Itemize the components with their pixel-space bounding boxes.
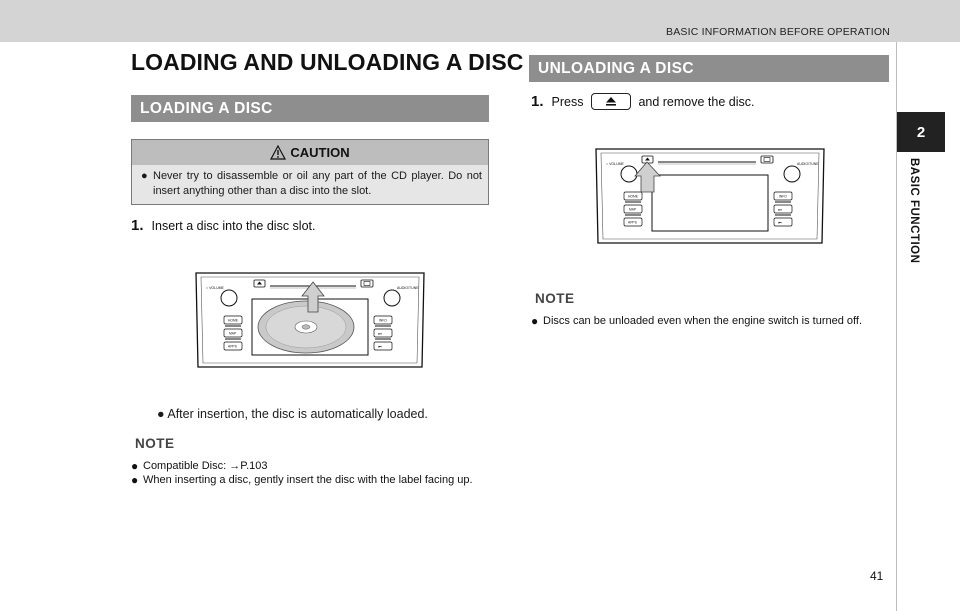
- svg-text:AUDIO/TUNE: AUDIO/TUNE: [797, 162, 819, 166]
- bullet-icon: ●: [157, 407, 165, 421]
- chapter-label: BASIC FUNCTION: [908, 158, 920, 264]
- step-number: 1.: [531, 93, 544, 110]
- bullet-icon: ●: [141, 170, 148, 182]
- caution-body: [132, 165, 488, 204]
- head-unit-illustration-loading: [192, 270, 428, 370]
- apps-label: APPS: [628, 220, 637, 225]
- caution-triangle-icon: [270, 145, 286, 160]
- bullet-icon: ●: [131, 459, 139, 473]
- apps-label: APPS: [228, 344, 237, 349]
- note-text: Discs can be unloaded even when the engine switch is turned off.: [543, 315, 862, 327]
- note-heading-unloading: NOTE: [535, 291, 575, 306]
- note-item: [531, 315, 889, 343]
- svg-text:○ VOLUME: ○ VOLUME: [606, 162, 624, 166]
- home-label: HOME: [228, 318, 238, 323]
- svg-text:⏮: ⏮: [778, 220, 782, 225]
- home-label: HOME: [628, 194, 638, 199]
- section-heading-unloading: UNLOADING A DISC: [529, 55, 889, 82]
- eject-icon: [592, 94, 630, 109]
- page-number: 41: [870, 569, 884, 583]
- chapter-title: BASIC INFORMATION BEFORE OPERATION: [665, 26, 890, 38]
- svg-text:⏭: ⏭: [378, 331, 382, 336]
- svg-text:○ VOLUME: ○ VOLUME: [206, 286, 224, 290]
- svg-text:⏮: ⏮: [378, 344, 382, 349]
- bullet-after-insertion: [157, 407, 428, 421]
- section-heading-loading: LOADING A DISC: [131, 95, 489, 122]
- map-label: MAP: [629, 207, 637, 212]
- note-heading-loading: NOTE: [135, 436, 175, 451]
- loading-step-1: [131, 217, 315, 234]
- caution-text: Never try to disassemble or oil any part of the CD player. Do not insert anything other than a disc into the slot.: [153, 170, 482, 197]
- step-pre-text: Press: [551, 95, 584, 109]
- info-label: INFO: [379, 318, 387, 323]
- bullet-text: After insertion, the disc is automatically loaded.: [167, 407, 428, 421]
- step-post-text: and remove the disc.: [638, 95, 755, 109]
- caution-title: CAUTION: [290, 145, 350, 160]
- bullet-icon: ●: [531, 314, 539, 328]
- step-text: Insert a disc into the disc slot.: [151, 219, 316, 233]
- caution-header: [132, 140, 488, 165]
- note-text: Compatible Disc: →P.103: [143, 460, 268, 472]
- eject-button[interactable]: [591, 93, 631, 110]
- step-number: 1.: [131, 217, 144, 234]
- map-label: MAP: [229, 331, 237, 336]
- caution-box: [131, 139, 489, 205]
- bullet-icon: ●: [131, 473, 139, 487]
- unloading-step-1: [531, 93, 754, 111]
- note-item: [131, 460, 489, 474]
- note-item: [131, 474, 489, 502]
- info-label: INFO: [779, 194, 787, 199]
- note-text: When inserting a disc, gently insert the disc with the label facing up.: [143, 474, 473, 486]
- head-unit-illustration-unloading: [592, 146, 828, 246]
- chapter-number-tab[interactable]: 2: [897, 112, 945, 152]
- page-title: LOADING AND UNLOADING A DISC: [131, 49, 524, 75]
- svg-text:AUDIO/TUNE: AUDIO/TUNE: [397, 286, 419, 290]
- svg-text:⏭: ⏭: [778, 207, 782, 212]
